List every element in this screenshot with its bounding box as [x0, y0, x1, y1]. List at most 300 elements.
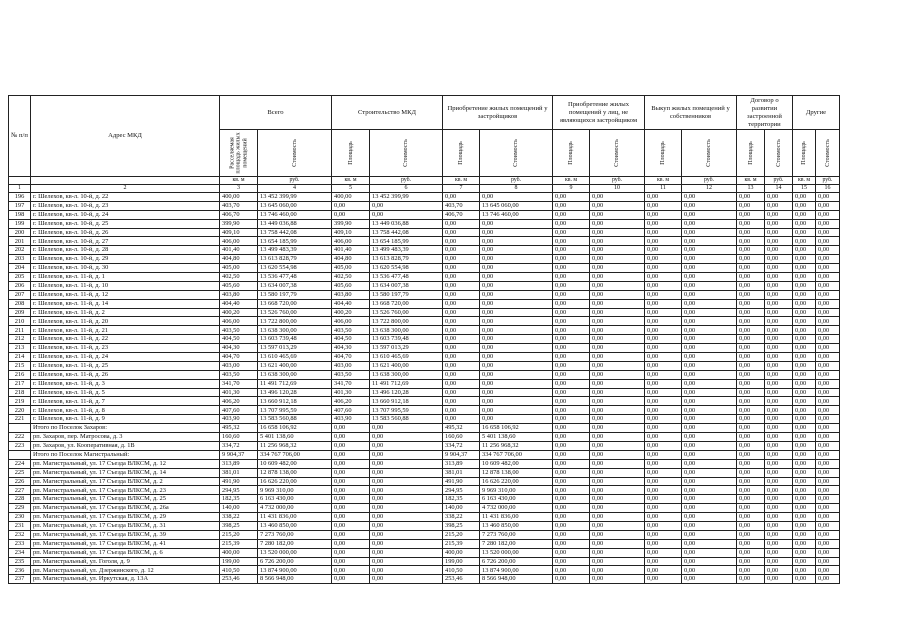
- value-cell: 10 609 482,00: [258, 459, 332, 468]
- value-cell: 0,00: [816, 513, 840, 522]
- value-cell: 0,00: [480, 317, 553, 326]
- value-cell: 0,00: [765, 557, 793, 566]
- value-cell: 0,00: [816, 406, 840, 415]
- value-cell: 13 638 300,00: [370, 326, 443, 335]
- value-cell: 0,00: [553, 530, 590, 539]
- value-cell: 0,00: [645, 281, 682, 290]
- value-cell: 0,00: [645, 415, 682, 424]
- value-cell: 253,46: [220, 575, 258, 584]
- value-cell: 0,00: [443, 388, 480, 397]
- table-row: [9, 273, 840, 282]
- value-cell: 13 452 399,99: [370, 193, 443, 202]
- value-cell: 0,00: [443, 308, 480, 317]
- value-cell: 0,00: [480, 406, 553, 415]
- value-cell: 13 526 760,00: [258, 308, 332, 317]
- table-row: [9, 495, 840, 504]
- value-cell: 0,00: [737, 344, 765, 353]
- value-cell: 0,00: [645, 210, 682, 219]
- table-row: [9, 539, 840, 548]
- value-cell: 0,00: [480, 326, 553, 335]
- value-cell: 0,00: [553, 290, 590, 299]
- address-cell: г. Шелехов, кв-л. 11-й, д. 23: [31, 344, 220, 353]
- value-cell: 0,00: [682, 548, 737, 557]
- value-cell: 0,00: [682, 530, 737, 539]
- value-cell: 407,60: [332, 406, 370, 415]
- table-row: [9, 201, 840, 210]
- value-cell: 403,50: [332, 326, 370, 335]
- row-number: 197: [9, 201, 31, 210]
- value-cell: 0,00: [793, 317, 816, 326]
- value-cell: 0,00: [553, 353, 590, 362]
- value-cell: 13 603 739,48: [370, 335, 443, 344]
- address-cell: г. Шелехов, кв-л. 11-й, д. 14: [31, 299, 220, 308]
- value-cell: 0,00: [737, 495, 765, 504]
- table-row: [9, 566, 840, 575]
- value-cell: 338,22: [443, 513, 480, 522]
- value-cell: 0,00: [737, 557, 765, 566]
- value-cell: 13 621 400,00: [370, 361, 443, 370]
- value-cell: 0,00: [553, 361, 590, 370]
- value-cell: 0,00: [443, 406, 480, 415]
- value-cell: 7 273 760,00: [258, 530, 332, 539]
- value-cell: 0,00: [443, 344, 480, 353]
- value-cell: 0,00: [553, 504, 590, 513]
- value-cell: 11 491 712,69: [370, 379, 443, 388]
- value-cell: 0,00: [816, 397, 840, 406]
- value-cell: 13 449 036,88: [370, 219, 443, 228]
- value-cell: 0,00: [682, 433, 737, 442]
- value-cell: 0,00: [737, 459, 765, 468]
- value-cell: 403,50: [220, 370, 258, 379]
- value-cell: 0,00: [793, 353, 816, 362]
- value-cell: 0,00: [793, 335, 816, 344]
- value-cell: 0,00: [682, 344, 737, 353]
- value-cell: 13 580 197,79: [370, 290, 443, 299]
- value-cell: 0,00: [553, 246, 590, 255]
- value-cell: 0,00: [370, 424, 443, 433]
- value-cell: 0,00: [793, 539, 816, 548]
- value-cell: 0,00: [645, 264, 682, 273]
- column-number: 13: [737, 185, 765, 193]
- value-cell: 0,00: [793, 459, 816, 468]
- value-cell: 0,00: [590, 237, 645, 246]
- value-cell: 0,00: [553, 424, 590, 433]
- value-cell: 0,00: [682, 486, 737, 495]
- value-cell: 0,00: [765, 397, 793, 406]
- value-cell: 0,00: [645, 193, 682, 202]
- value-cell: 0,00: [443, 335, 480, 344]
- address-cell: рп. Магистральный, ул. 17 Съезда ВЛКСМ, д. 26а: [31, 504, 220, 513]
- units-row: [9, 177, 840, 185]
- subheader-area: Площадь: [645, 130, 682, 177]
- value-cell: 399,90: [332, 219, 370, 228]
- value-cell: 215,20: [220, 530, 258, 539]
- value-cell: 0,00: [737, 290, 765, 299]
- value-cell: 0,00: [793, 193, 816, 202]
- value-cell: 0,00: [816, 504, 840, 513]
- table-row: [9, 335, 840, 344]
- value-cell: 0,00: [737, 326, 765, 335]
- value-cell: 0,00: [682, 201, 737, 210]
- value-cell: 0,00: [645, 513, 682, 522]
- value-cell: 0,00: [590, 326, 645, 335]
- value-cell: 0,00: [682, 557, 737, 566]
- table-row: [9, 397, 840, 406]
- address-cell: рп. Магистральный, ул. 17 Съезда ВЛКСМ, д. 12: [31, 459, 220, 468]
- value-cell: 0,00: [765, 406, 793, 415]
- value-cell: 0,00: [590, 477, 645, 486]
- address-cell: г. Шелехов, кв-л. 11-й, д. 2: [31, 308, 220, 317]
- row-number: 236: [9, 566, 31, 575]
- value-cell: 0,00: [793, 255, 816, 264]
- value-cell: 0,00: [645, 406, 682, 415]
- value-cell: 0,00: [737, 361, 765, 370]
- value-cell: 0,00: [682, 459, 737, 468]
- value-cell: 13 746 460,00: [480, 210, 553, 219]
- row-number: 216: [9, 370, 31, 379]
- address-cell: г. Шелехов, кв-л. 11-й, д. 10: [31, 281, 220, 290]
- value-cell: 403,80: [220, 290, 258, 299]
- row-number: 224: [9, 459, 31, 468]
- value-cell: 0,00: [645, 495, 682, 504]
- value-cell: 0,00: [590, 210, 645, 219]
- value-cell: 0,00: [737, 201, 765, 210]
- value-cell: 400,20: [332, 308, 370, 317]
- subheader-cost: Стоимость: [258, 130, 332, 177]
- value-cell: 0,00: [553, 450, 590, 459]
- value-cell: 402,50: [220, 273, 258, 282]
- value-cell: 0,00: [765, 219, 793, 228]
- value-cell: 0,00: [590, 459, 645, 468]
- address-cell: г. Шелехов, кв-л. 11-й, д. 1: [31, 273, 220, 282]
- value-cell: 13 722 800,00: [258, 317, 332, 326]
- address-cell: г. Шелехов, кв-л. 11-й, д. 5: [31, 388, 220, 397]
- value-cell: 0,00: [737, 379, 765, 388]
- value-cell: 13 460 850,00: [480, 521, 553, 530]
- value-cell: 0,00: [553, 326, 590, 335]
- table-row: [9, 486, 840, 495]
- value-cell: 0,00: [590, 335, 645, 344]
- value-cell: 406,00: [332, 317, 370, 326]
- unit-cell: кв. м: [220, 177, 258, 185]
- value-cell: 400,00: [220, 548, 258, 557]
- value-cell: 0,00: [816, 433, 840, 442]
- row-number: 223: [9, 441, 31, 450]
- table-row: [9, 264, 840, 273]
- value-cell: 0,00: [765, 548, 793, 557]
- value-cell: 0,00: [590, 370, 645, 379]
- value-cell: 0,00: [645, 468, 682, 477]
- subheader-area: Площадь: [793, 130, 816, 177]
- value-cell: 0,00: [682, 521, 737, 530]
- value-cell: 0,00: [793, 530, 816, 539]
- value-cell: 0,00: [443, 290, 480, 299]
- value-cell: 0,00: [645, 335, 682, 344]
- header-purchase-developers: Приобретение жилых помещений у застройщиков: [443, 96, 553, 130]
- value-cell: 0,00: [645, 424, 682, 433]
- header-territory-contract: Договор о развитии застроенной территории: [737, 96, 793, 130]
- value-cell: 0,00: [737, 415, 765, 424]
- table-row: [9, 521, 840, 530]
- value-cell: 0,00: [793, 361, 816, 370]
- value-cell: 0,00: [816, 255, 840, 264]
- value-cell: 0,00: [443, 281, 480, 290]
- row-number: 232: [9, 530, 31, 539]
- header-buyout-owners: Выкуп жилых помещений у собственников: [645, 96, 737, 130]
- value-cell: 338,22: [220, 513, 258, 522]
- table-row: [9, 459, 840, 468]
- value-cell: 13 758 442,08: [370, 228, 443, 237]
- value-cell: 0,00: [737, 433, 765, 442]
- value-cell: 0,00: [793, 557, 816, 566]
- value-cell: 0,00: [553, 264, 590, 273]
- value-cell: 0,00: [682, 326, 737, 335]
- value-cell: 0,00: [553, 459, 590, 468]
- value-cell: 0,00: [332, 433, 370, 442]
- row-number: 208: [9, 299, 31, 308]
- value-cell: 0,00: [793, 219, 816, 228]
- table-row: [9, 575, 840, 584]
- value-cell: 0,00: [590, 566, 645, 575]
- value-cell: 0,00: [816, 273, 840, 282]
- value-cell: 0,00: [816, 326, 840, 335]
- value-cell: 4 732 000,00: [480, 504, 553, 513]
- value-cell: 0,00: [553, 281, 590, 290]
- value-cell: 0,00: [553, 388, 590, 397]
- unit-cell: кв. м: [737, 177, 765, 185]
- value-cell: 0,00: [737, 370, 765, 379]
- value-cell: 0,00: [682, 237, 737, 246]
- value-cell: 0,00: [443, 397, 480, 406]
- value-cell: 0,00: [645, 273, 682, 282]
- value-cell: 0,00: [590, 468, 645, 477]
- value-cell: 410,50: [443, 566, 480, 575]
- value-cell: 0,00: [816, 575, 840, 584]
- value-cell: 0,00: [645, 353, 682, 362]
- unit-cell: [31, 177, 220, 185]
- value-cell: 0,00: [682, 353, 737, 362]
- row-number: 212: [9, 335, 31, 344]
- value-cell: 495,32: [220, 424, 258, 433]
- value-cell: 0,00: [645, 246, 682, 255]
- value-cell: 0,00: [645, 477, 682, 486]
- row-number: [9, 424, 31, 433]
- value-cell: 0,00: [793, 468, 816, 477]
- value-cell: 13 460 850,00: [258, 521, 332, 530]
- value-cell: 0,00: [816, 344, 840, 353]
- table-row: [9, 281, 840, 290]
- address-cell: рп. Магистральный, ул. 17 Съезда ВЛКСМ, д. 39: [31, 530, 220, 539]
- unit-cell: руб.: [590, 177, 645, 185]
- value-cell: 406,70: [443, 210, 480, 219]
- value-cell: 0,00: [765, 388, 793, 397]
- resettlement-table: [8, 95, 840, 584]
- value-cell: 0,00: [370, 521, 443, 530]
- value-cell: 0,00: [737, 486, 765, 495]
- value-cell: 0,00: [737, 299, 765, 308]
- value-cell: 405,60: [220, 281, 258, 290]
- value-cell: 400,00: [332, 193, 370, 202]
- value-cell: 0,00: [332, 441, 370, 450]
- subheader-cost: Стоимость: [682, 130, 737, 177]
- value-cell: 16 658 106,92: [480, 424, 553, 433]
- value-cell: 0,00: [590, 228, 645, 237]
- value-cell: 0,00: [737, 193, 765, 202]
- value-cell: 0,00: [553, 255, 590, 264]
- address-cell: г. Шелехов, кв-л. 11-й, д. 7: [31, 397, 220, 406]
- value-cell: 0,00: [645, 379, 682, 388]
- value-cell: 0,00: [793, 406, 816, 415]
- value-cell: 0,00: [765, 335, 793, 344]
- value-cell: 0,00: [793, 495, 816, 504]
- value-cell: 405,00: [220, 264, 258, 273]
- value-cell: 0,00: [765, 433, 793, 442]
- value-cell: 0,00: [553, 237, 590, 246]
- value-cell: 0,00: [793, 210, 816, 219]
- value-cell: 0,00: [682, 441, 737, 450]
- value-cell: 0,00: [816, 317, 840, 326]
- value-cell: 0,00: [553, 521, 590, 530]
- value-cell: 0,00: [793, 299, 816, 308]
- value-cell: 13 610 465,69: [258, 353, 332, 362]
- value-cell: 0,00: [370, 486, 443, 495]
- value-cell: 0,00: [765, 486, 793, 495]
- value-cell: 0,00: [332, 210, 370, 219]
- row-number: 213: [9, 344, 31, 353]
- header-address: Адрес МКД: [31, 96, 220, 177]
- address-cell: г. Шелехов, кв-л. 10-й, д. 29: [31, 255, 220, 264]
- value-cell: 13 499 483,39: [370, 246, 443, 255]
- value-cell: 0,00: [553, 335, 590, 344]
- value-cell: 0,00: [590, 290, 645, 299]
- address-cell: рп. Магистральный, ул. 17 Съезда ВЛКСМ, д. 29: [31, 513, 220, 522]
- value-cell: 0,00: [553, 210, 590, 219]
- value-cell: 0,00: [682, 219, 737, 228]
- subheader-area: Площадь: [443, 130, 480, 177]
- value-cell: 0,00: [370, 557, 443, 566]
- value-cell: 199,00: [220, 557, 258, 566]
- table-row: [9, 193, 840, 202]
- value-cell: 0,00: [737, 530, 765, 539]
- value-cell: 0,00: [590, 353, 645, 362]
- value-cell: 0,00: [793, 326, 816, 335]
- value-cell: 0,00: [645, 228, 682, 237]
- value-cell: 13 634 007,38: [258, 281, 332, 290]
- value-cell: 0,00: [553, 539, 590, 548]
- row-number: 215: [9, 361, 31, 370]
- value-cell: 0,00: [553, 486, 590, 495]
- value-cell: 403,50: [332, 370, 370, 379]
- row-number: 222: [9, 433, 31, 442]
- value-cell: 0,00: [765, 424, 793, 433]
- value-cell: 13 499 483,39: [258, 246, 332, 255]
- value-cell: 0,00: [553, 513, 590, 522]
- value-cell: 9 969 310,00: [258, 486, 332, 495]
- table-row: [9, 548, 840, 557]
- value-cell: 0,00: [480, 228, 553, 237]
- value-cell: 0,00: [480, 193, 553, 202]
- value-cell: 0,00: [553, 548, 590, 557]
- address-cell: Итого по Поселок Захаров:: [31, 424, 220, 433]
- value-cell: 13 654 185,99: [370, 237, 443, 246]
- value-cell: 0,00: [765, 370, 793, 379]
- address-cell: г. Шелехов, кв-л. 10-й, д. 28: [31, 246, 220, 255]
- value-cell: 0,00: [816, 424, 840, 433]
- address-cell: г. Шелехов, кв-л. 10-й, д. 23: [31, 201, 220, 210]
- value-cell: 0,00: [682, 370, 737, 379]
- value-cell: 0,00: [553, 441, 590, 450]
- value-cell: 0,00: [737, 228, 765, 237]
- value-cell: 0,00: [370, 513, 443, 522]
- value-cell: 0,00: [590, 539, 645, 548]
- value-cell: 0,00: [370, 201, 443, 210]
- value-cell: 0,00: [793, 441, 816, 450]
- value-cell: 0,00: [332, 424, 370, 433]
- value-cell: 0,00: [737, 237, 765, 246]
- value-cell: 0,00: [590, 308, 645, 317]
- value-cell: 0,00: [590, 361, 645, 370]
- value-cell: 0,00: [816, 557, 840, 566]
- value-cell: 0,00: [332, 575, 370, 584]
- value-cell: 0,00: [370, 575, 443, 584]
- subheader-cost: Стоимость: [480, 130, 553, 177]
- row-number: 227: [9, 486, 31, 495]
- value-cell: 0,00: [682, 406, 737, 415]
- value-cell: 12 878 138,00: [258, 468, 332, 477]
- column-number: 3: [220, 185, 258, 193]
- value-cell: 404,50: [332, 335, 370, 344]
- value-cell: 0,00: [682, 388, 737, 397]
- value-cell: 0,00: [480, 397, 553, 406]
- value-cell: 0,00: [682, 308, 737, 317]
- value-cell: 0,00: [816, 353, 840, 362]
- value-cell: 0,00: [590, 264, 645, 273]
- value-cell: 11 491 712,69: [258, 379, 332, 388]
- value-cell: 0,00: [816, 495, 840, 504]
- value-cell: 0,00: [645, 557, 682, 566]
- value-cell: 0,00: [590, 424, 645, 433]
- table-row: [9, 441, 840, 450]
- value-cell: 0,00: [480, 379, 553, 388]
- address-cell: рп. Магистральный, ул. Дзержинского, д. 12: [31, 566, 220, 575]
- subheader-cost: Стоимость: [370, 130, 443, 177]
- value-cell: 0,00: [765, 237, 793, 246]
- value-cell: 13 536 477,48: [258, 273, 332, 282]
- value-cell: 0,00: [682, 379, 737, 388]
- value-cell: 0,00: [332, 468, 370, 477]
- unit-cell: [9, 177, 31, 185]
- table-row: [9, 255, 840, 264]
- address-cell: Итого по Поселок Магистральный:: [31, 450, 220, 459]
- value-cell: 0,00: [682, 495, 737, 504]
- column-number: 8: [480, 185, 553, 193]
- value-cell: 0,00: [590, 193, 645, 202]
- value-cell: 0,00: [553, 273, 590, 282]
- value-cell: 0,00: [590, 548, 645, 557]
- value-cell: 13 621 400,00: [258, 361, 332, 370]
- value-cell: 9 904,37: [443, 450, 480, 459]
- value-cell: 404,70: [220, 353, 258, 362]
- value-cell: 0,00: [682, 210, 737, 219]
- value-cell: 0,00: [765, 201, 793, 210]
- value-cell: 0,00: [443, 379, 480, 388]
- value-cell: 0,00: [737, 513, 765, 522]
- value-cell: 0,00: [765, 575, 793, 584]
- value-cell: 0,00: [737, 424, 765, 433]
- value-cell: 0,00: [793, 379, 816, 388]
- value-cell: 381,01: [443, 468, 480, 477]
- value-cell: 0,00: [590, 379, 645, 388]
